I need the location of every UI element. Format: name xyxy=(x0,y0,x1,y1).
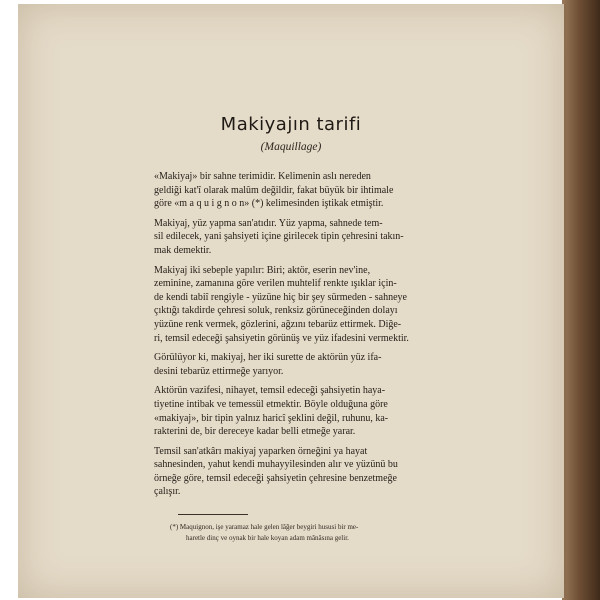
section-heading: Makiyajın tarifi xyxy=(220,114,362,135)
text-line: sahnesinden, yahut kendi muhayyilesinden alır ve yüzünü bu xyxy=(154,459,398,471)
paragraph xyxy=(154,264,446,346)
text-line: «Makiyaj» bir sahne terimidir. Kelimenin aslı nereden xyxy=(154,171,371,182)
text-line: örneğe göre, temsil edeceği şahsiyetin çehresine benzetmeğe xyxy=(154,472,397,484)
text-line: Makiyaj, yüz yapma san'atıdır. Yüz yapma, sahnede tem- xyxy=(154,217,383,229)
text-line: Aktörün vazifesi, nihayet, temsil edeceği şahsiyetin haya- xyxy=(154,385,386,397)
paragraph xyxy=(154,351,446,378)
section-subheading: (Maquillage) xyxy=(260,141,322,153)
book-cover-edge xyxy=(562,0,600,600)
text-line: sil edilecek, yani şahsiyeti içine girilecek tipin çehresini takın- xyxy=(154,231,404,243)
paragraph xyxy=(154,170,446,211)
text-line: Temsil san'atkârı makiyaj yaparken örneğini ya hayat xyxy=(154,445,368,457)
book-page xyxy=(18,4,566,598)
footnote-divider xyxy=(178,514,248,515)
text-line: «makiyaj», bir tipin yalnız haricî şeklini değil, ruhunu, ka- xyxy=(154,412,389,424)
text-line: tiyetine intibak ve temessül etmektir. Böyle olduğuna göre xyxy=(154,398,388,410)
text-line: Görülüyor ki, makiyaj, her iki surette de aktörün yüz ifa- xyxy=(154,352,382,364)
text-line: desini tebarüz ettirmeğe yarıyor. xyxy=(154,365,284,377)
footnote xyxy=(170,522,450,544)
text-line: mak demektir. xyxy=(154,244,212,256)
text-line: Makiyaj iki sebeple yapılır: Biri; aktör, eserin nev'ine, xyxy=(154,264,371,276)
text-line: göre «m a q u i g n o n» (*) kelimesinden iştikak etmiştir. xyxy=(154,198,384,210)
text-line: ri, temsil edeceği şahsiyetin görünüş ve yüz ifadesini vermektir. xyxy=(154,332,409,344)
text-line: rakterini de, bir dereceye kadar belli etmeğe yarar. xyxy=(154,426,356,438)
text-line: zeminine, zamanına göre verilen muhtelif renkte ışıklar için- xyxy=(154,278,397,290)
text-line: çıktığı takdirde çehresi soluk, renksiz görüneceğinden dolayı xyxy=(154,305,398,317)
footnote-line: haretle dinç ve oynak bir hale koyan adam mânâsına gelir. xyxy=(186,534,349,542)
body-text xyxy=(154,170,446,505)
footnote-line: (*) Maquignon, işe yaramaz hale gelen lâğer beygiri hususi bir me- xyxy=(170,523,359,531)
paragraph xyxy=(154,445,446,499)
text-line: yüzüne renk vermek, gözlerini, ağzını tebarüz ettirmek. Diğe- xyxy=(154,318,402,330)
paragraph xyxy=(154,217,446,258)
text-line: çalışır. xyxy=(154,486,181,498)
text-line: geldiği kat'î olarak malûm değildir, fakat büyük bir ihtimale xyxy=(154,184,394,196)
text-line: de kendi tabiî rengiyle - yüzüne hiç bir şey sürmeden - sahneye xyxy=(154,291,407,303)
paragraph xyxy=(154,384,446,438)
